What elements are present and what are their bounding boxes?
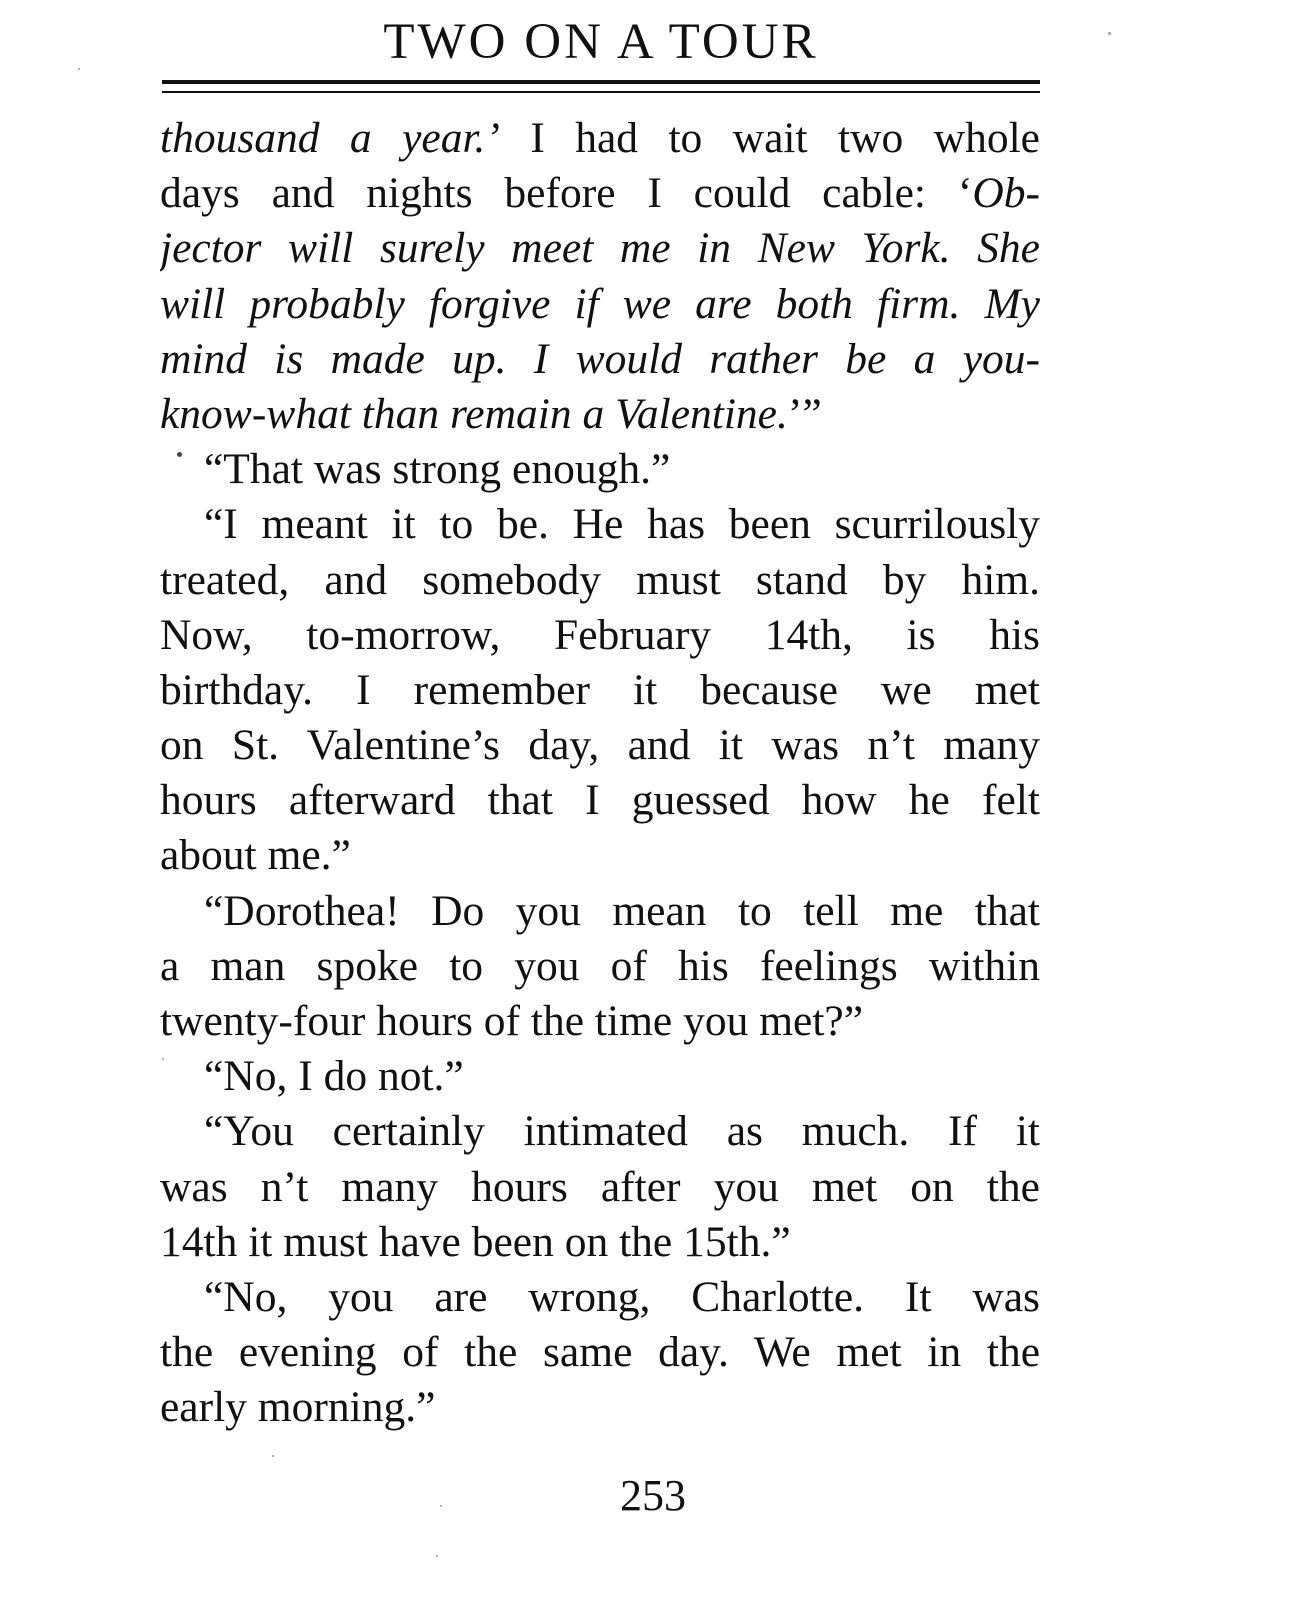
text-segment: birthday. I remember it because we met: [160, 665, 1040, 714]
header-rule-thin: [162, 91, 1040, 93]
scan-speck: [1108, 32, 1111, 35]
text-segment: ’”: [787, 389, 822, 438]
text-segment: early morning.”: [160, 1383, 436, 1432]
text-line: [160, 608, 1040, 663]
text-line: [160, 939, 1040, 994]
italic-text-segment: know-what than remain a Valentine.: [160, 389, 788, 438]
text-line: [160, 221, 1040, 276]
text-segment: I had to wait two whole: [499, 114, 1040, 162]
text-line: [160, 442, 1040, 497]
text-segment: was n’t many hours after you met on the: [160, 1162, 1040, 1211]
body-text: [160, 111, 1040, 1436]
text-line: [160, 884, 1040, 939]
text-segment: Now, to-morrow, February 14th, is his: [160, 610, 1040, 659]
italic-text-segment: will probably forgive if we are both firm. My: [160, 279, 1040, 328]
text-line: [160, 111, 1040, 166]
text-segment: “No, I do not.”: [204, 1052, 464, 1101]
scan-speck: [272, 1455, 274, 1457]
scan-speck: [440, 1505, 442, 1507]
text-line: [160, 1325, 1040, 1380]
text-segment: 14th it must have been on the 15th.”: [160, 1217, 791, 1266]
text-line: [160, 1270, 1040, 1325]
scan-speck: [78, 68, 80, 70]
italic-text-segment: jector will surely meet me in New York. She: [160, 224, 1040, 273]
text-line: [160, 1380, 1040, 1435]
text-line: [160, 387, 1040, 442]
text-segment: treated, and somebody must stand by him.: [160, 555, 1040, 604]
text-segment: a man spoke to you of his feelings within: [160, 941, 1040, 990]
text-segment: hours afterward that I guessed how he felt: [160, 776, 1040, 825]
text-segment: “Dorothea! Do you mean to tell me that: [204, 886, 1040, 935]
italic-text-segment: mind is made up. I would rather be a you-: [160, 334, 1040, 383]
text-line: [160, 1160, 1040, 1215]
text-segment: about me.”: [160, 831, 351, 880]
text-line: [160, 1104, 1040, 1159]
running-head-title: TWO ON A TOUR: [383, 14, 819, 70]
text-line: [160, 1049, 1040, 1104]
italic-text-segment: thousand a year.’: [160, 114, 500, 162]
scan-speck: [436, 1555, 438, 1557]
text-segment: “You certainly intimated as much. If it: [204, 1107, 1040, 1156]
text-segment: “No, you are wrong, Charlotte. It was: [204, 1272, 1040, 1321]
text-segment: the evening of the same day. We met in the: [160, 1328, 1040, 1377]
page-number: 253: [620, 1471, 686, 1520]
text-line: [160, 663, 1040, 718]
text-line: [160, 497, 1040, 552]
text-line: [160, 553, 1040, 608]
text-line: [160, 718, 1040, 773]
text-line: [160, 332, 1040, 387]
text-segment: days and nights before I could cable: ‘: [160, 169, 973, 218]
scan-speck: [177, 452, 182, 457]
text-segment: “That was strong enough.”: [204, 445, 671, 494]
text-line: [160, 1215, 1040, 1270]
text-line: [160, 166, 1040, 221]
scan-speck: [162, 1058, 164, 1060]
text-segment: “I meant it to be. He has been scurrilously: [204, 500, 1040, 549]
text-line: [160, 828, 1040, 883]
text-line: [160, 773, 1040, 828]
text-segment: on St. Valentine’s day, and it was n’t many: [160, 721, 1040, 770]
text-line: [160, 994, 1040, 1049]
text-segment: twenty-four hours of the time you met?”: [160, 997, 864, 1045]
italic-text-segment: Ob-: [972, 169, 1040, 218]
text-line: [160, 277, 1040, 332]
header-rule-thick: [162, 80, 1040, 84]
